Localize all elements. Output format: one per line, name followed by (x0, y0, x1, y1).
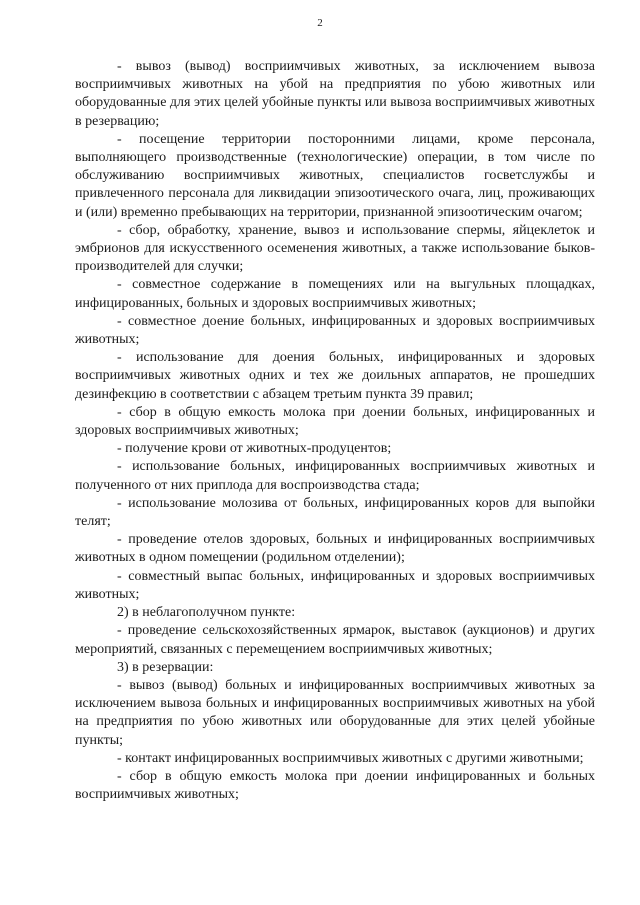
paragraph-2: - посещение территории посторонними лицами, кроме персонала, выполняющего производственные (технологические) операции, в том числе по обслуживанию восприимчивых животных, специалистов госветслужбы и привлеченного персонала для ликвидации эпизоотического очага, лиц, проживающих и (или) временно пребывающих на территории, признанной эпизоотическим очагом; (75, 131, 595, 220)
document-body (75, 58, 595, 804)
paragraph-14: - проведение сельскохозяйственных ярмарок, выставок (аукционов) и других мероприятий, связанных с перемещением восприимчивых животных; (75, 623, 595, 657)
paragraph-10: - использование молозива от больных, инфицированных коров для выпойки телят; (75, 495, 595, 530)
paragraph-7: - сбор в общую емкость молока при доении больных, инфицированных и здоровых восприимчивых животных; (75, 404, 595, 439)
paragraph-17: - контакт инфицированных восприимчивых животных с другими животными; (117, 750, 584, 766)
paragraph-12: - совместный выпас больных, инфицированных и здоровых восприимчивых животных; (75, 568, 595, 602)
section-heading-2: 2) в неблагополучном пункте: (117, 605, 296, 621)
paragraph-5: - совместное доение больных, инфицированных и здоровых восприимчивых животных; (75, 313, 595, 348)
paragraph-6: - использование для доения больных, инфицированных и здоровых восприимчивых животных одних и тех же доильных аппаратов, не прошедших дезинфекцию в соответствии с абзацем третьим пункта 39 правил; (75, 350, 595, 402)
paragraph-16: - вывоз (вывод) больных и инфицированных восприимчивых животных за исключением вывоза больных и инфицированных восприимчивых животных на убой на предприятия по убою животных или оборудованные для этих целей убойные пункты; (75, 677, 595, 748)
paragraph-4: - совместное содержание в помещениях или на выгульных площадках, инфицированных, больных и здоровых восприимчивых животных; (75, 277, 595, 311)
page-number: 2 (317, 17, 323, 29)
paragraph-8: - получение крови от животных-продуцентов; (117, 441, 392, 457)
paragraph-9: - использование больных, инфицированных восприимчивых животных и полученного от них приплода для воспроизводства стада; (75, 459, 595, 493)
section-heading-3: 3) в резервации: (117, 659, 214, 675)
paragraph-1: - вывоз (вывод) восприимчивых животных, за исключением вывоза восприимчивых животных на убой на предприятия по убою животных или оборудованные для этих целей убойные пункты или вывоза восприимчивых животных в резервацию; (75, 59, 595, 129)
paragraph-3: - сбор, обработку, хранение, вывоз и использование спермы, яйцеклеток и эмбрионов для искусственного осеменения животных, а также использование быков-производителей для случки; (75, 222, 595, 275)
paragraph-11: - проведение отелов здоровых, больных и инфицированных восприимчивых животных в одном помещении (родильном отделении); (75, 532, 595, 566)
paragraph-18: - сбор в общую емкость молока при доении инфицированных и больных восприимчивых животных; (75, 768, 595, 803)
